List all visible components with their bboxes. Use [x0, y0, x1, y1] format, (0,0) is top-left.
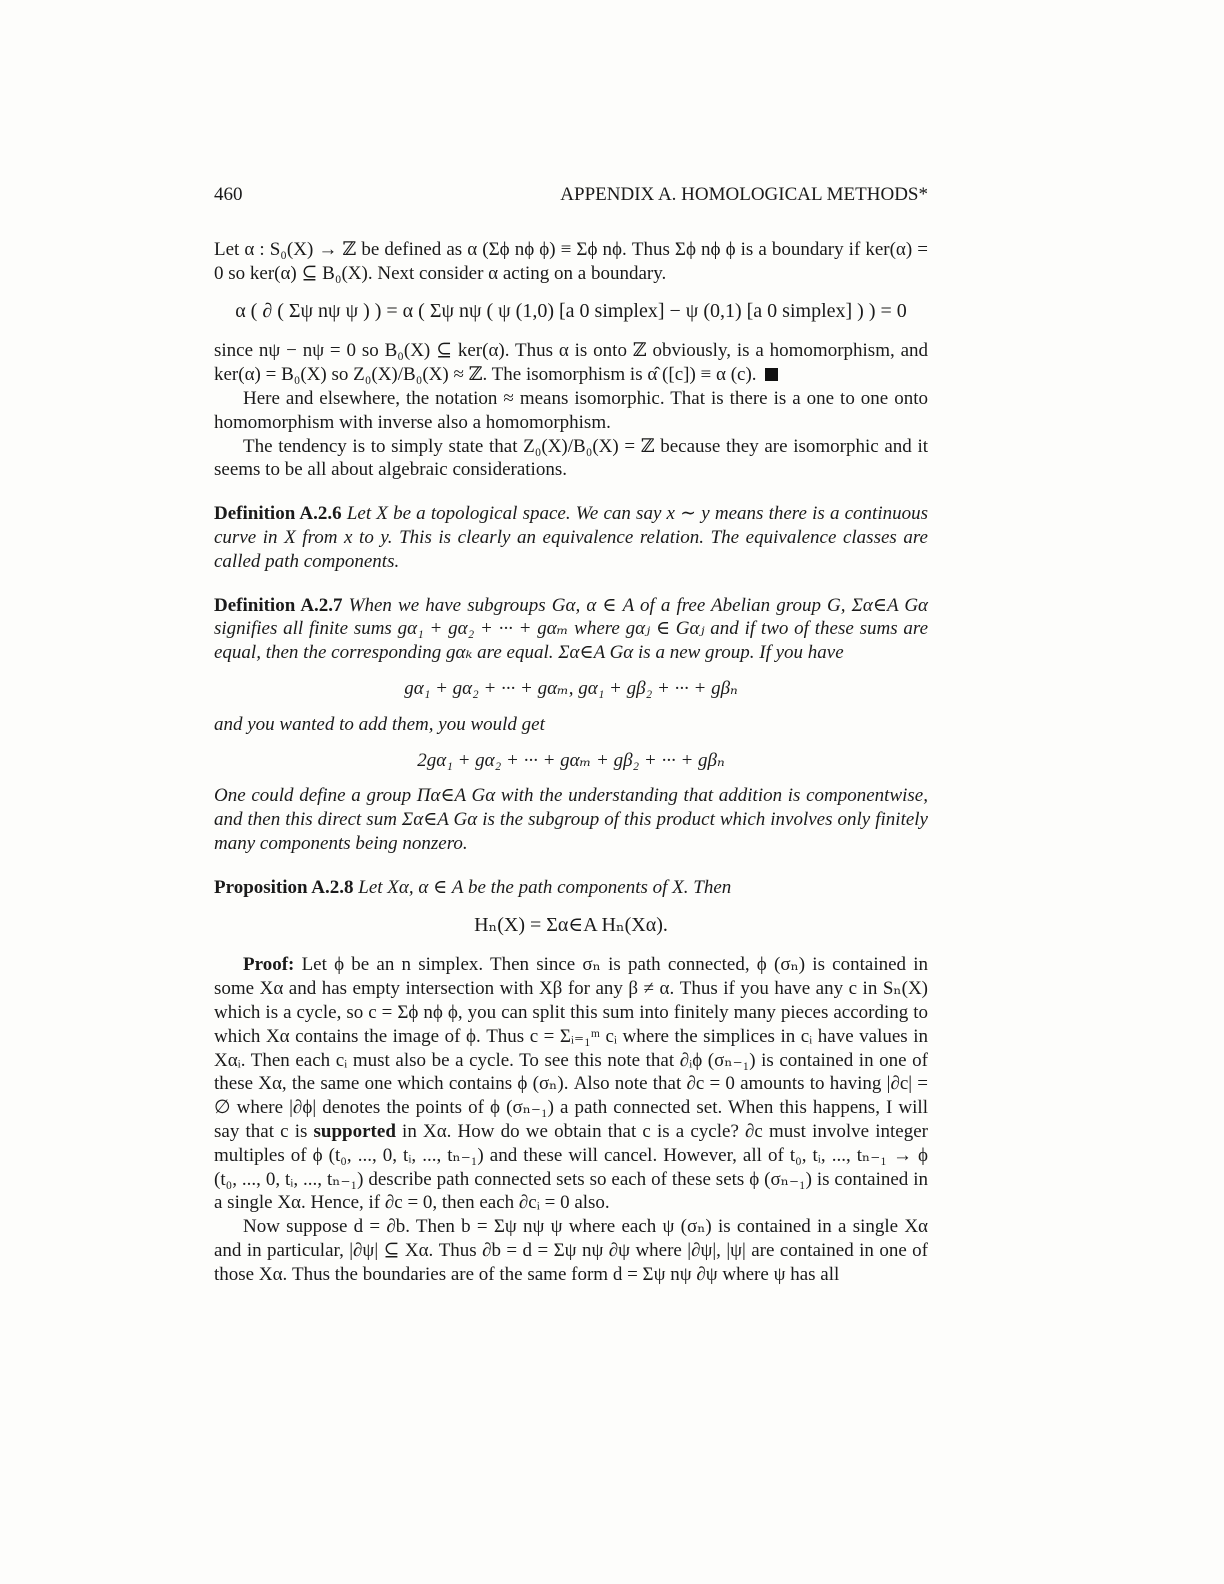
- display-equation: Hₙ(X) = Σα∈A Hₙ(Xα).: [474, 913, 668, 936]
- proposition: [214, 876, 928, 900]
- definition-text: and you wanted to add them, you would get: [214, 713, 545, 735]
- running-header: [214, 184, 928, 206]
- page-body: [214, 238, 928, 1286]
- proposition-label: Proposition A.2.8: [214, 876, 354, 898]
- paragraph: Let α : S₀(X) → ℤ be defined as α (Σϕ nϕ ϕ) ≡ Σϕ nϕ. Thus Σϕ nϕ ϕ is a boundary if ker(α) = 0 so ker(α) ⊆ B₀(X). Next consider α acting on a boundary.: [214, 239, 928, 284]
- definition-label: Definition A.2.6: [214, 503, 342, 525]
- page-number: 460: [214, 184, 243, 205]
- proof-label: Proof:: [243, 954, 295, 976]
- definition: [214, 502, 928, 573]
- bold-term: supported: [313, 1120, 396, 1142]
- paragraph: Here and elsewhere, the notation ≈ means isomorphic. That is there is a one to one onto homomorphism with inverse also a homomorphism.: [214, 387, 928, 433]
- display-equation: 2gα₁ + gα₂ + ··· + gαₘ + gβ₂ + ··· + gβₙ: [417, 749, 725, 771]
- definition-text: When we have subgroups Gα, α ∈ A of a free Abelian group G, Σα∈A Gα signifies all finite sums gα₁ + gα₂ + ··· + gαₘ where gαⱼ ∈ Gαⱼ and if two of these sums are equal, then the corresponding gαₖ are equal. Σα∈A Gα is a new group. If you have: [214, 594, 929, 664]
- display-equation: gα₁ + gα₂ + ··· + gαₘ, gα₁ + gβ₂ + ··· + gβₙ: [404, 677, 738, 699]
- qed-square-icon: [765, 368, 778, 381]
- paragraph: Now suppose d = ∂b. Then b = Σψ nψ ψ where each ψ (σₙ) is contained in a single Xα and in particular, |∂ψ| ⊆ Xα. Thus ∂b = d = Σψ nψ ∂ψ where |∂ψ|, |ψ| are contained in one of those Xα. Thus the boundaries are of the same form d = Σψ nψ ∂ψ where ψ has all: [214, 1216, 928, 1285]
- definition-text: One could define a group Πα∈A Gα with the understanding that addition is componentwise, and then this direct sum Σα∈A Gα is the subgroup of this product which involves only finitely many components being nonzero.: [214, 785, 928, 854]
- definition-text: Let X be a topological space. We can say x ∼ y means there is a continuous curve in X from x to y. This is clearly an equivalence relation. The equivalence classes are called path components.: [214, 503, 929, 572]
- paragraph: The tendency is to simply state that Z₀(X)/B₀(X) = ℤ because they are isomorphic and it seems to be all about algebraic considerations.: [214, 435, 928, 481]
- definition-label: Definition A.2.7: [214, 594, 343, 616]
- display-equation: α ( ∂ ( Σψ nψ ψ ) ) = α ( Σψ nψ ( ψ (1,0) [a 0 simplex] − ψ (0,1) [a 0 simplex] ) ) = 0: [235, 299, 907, 322]
- running-title: APPENDIX A. HOMOLOGICAL METHODS*: [560, 184, 928, 205]
- paragraph: since nψ − nψ = 0 so B₀(X) ⊆ ker(α). Thus α is onto ℤ obviously, is a homomorphism, and ker(α) = B₀(X) so Z₀(X)/B₀(X) ≈ ℤ. The isomorphism is α̂ ([c]) ≡ α (c).: [214, 340, 928, 386]
- proof: Proof: Let ϕ be an n simplex. Then since σₙ is path connected, ϕ (σₙ) is contained in some Xα and has empty intersection with Xβ for any β ≠ α. Thus if you have any c in Sₙ(X) which is a cycle, so c = Σϕ nϕ ϕ, you can split this sum into finitely many pieces according to which Xα contains the image of ϕ. Thus c = Σᵢ₌₁ᵐ cᵢ where the simplices in cᵢ have values in Xαᵢ. Then each cᵢ must also be a cycle. To see this note that ∂ᵢϕ (σₙ₋₁) is contained in one of these Xα, the same one which contains ϕ (σₙ). Also note that ∂c = 0 amounts to having |∂c| = ∅ where |∂ϕ| denotes the points of ϕ (σₙ₋₁) a path connected set. When this happens, I will say that c is supported in Xα. How do we obtain that c is a cycle? ∂c must involve integer multiples of ϕ (t₀, ..., 0, tᵢ, ..., tₙ₋₁) and these will cancel. However, all of t₀, tᵢ, ..., tₙ₋₁ → ϕ (t₀, ..., 0, tᵢ, ..., tₙ₋₁) describe path connected sets so each of these sets ϕ (σₙ₋₁) is contained in a single Xα. Hence, if ∂c = 0, then each ∂cᵢ = 0 also.: [214, 954, 929, 1214]
- definition: [214, 594, 928, 665]
- proposition-text: Let Xα, α ∈ A be the path components of X. Then: [358, 876, 732, 898]
